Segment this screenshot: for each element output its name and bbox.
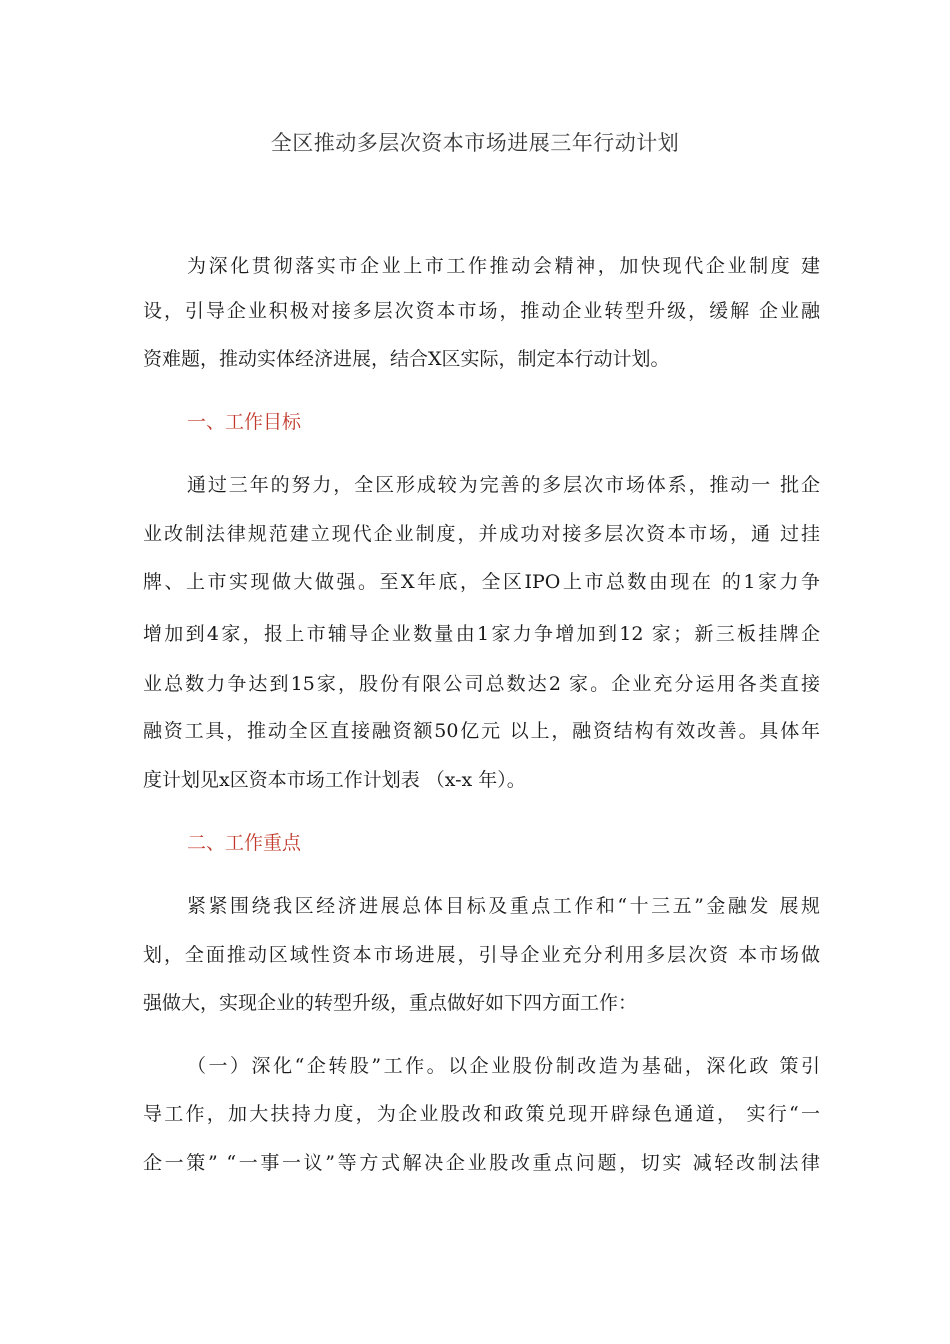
- subsection1-line-2: 导工作，加大扶持力度，为企业股改和政策兑现开辟绿色通道， 实行“一: [143, 1103, 820, 1125]
- section1-line-3: 牌、上市实现做大做强。至X年底，全区IPO上市总数由现在 的1家力争: [143, 571, 820, 593]
- intro-line-2: 设，引导企业积极对接多层次资本市场，推动企业转型升级，缓解 企业融: [143, 300, 820, 322]
- subsection1-line-3: 企一策” “一事一议”等方式解决企业股改重点问题，切实 减轻改制法律: [143, 1152, 820, 1174]
- intro-line-3: 资难题，推动实体经济进展，结合X区实际，制定本行动计划。: [143, 348, 670, 370]
- section1-line-7: 度计划见x区资本市场工作计划表 （x-x 年）。: [143, 769, 526, 791]
- subsection1-line-1: （一）深化“企转股”工作。以企业股份制改造为基础，深化政 策引: [187, 1055, 820, 1077]
- section2-line-3: 强做大，实现企业的转型升级，重点做好如下四方面工作：: [143, 992, 638, 1014]
- section1-heading: 一、工作目标: [187, 411, 302, 433]
- section2-line-2: 划，全面推动区域性资本市场进展，引导企业充分利用多层次资 本市场做: [143, 944, 820, 966]
- section1-line-2: 业改制法律规范建立现代企业制度，并成功对接多层次资本市场，通 过挂: [143, 523, 820, 545]
- section2-line-1: 紧紧围绕我区经济进展总体目标及重点工作和“十三五”金融发 展规: [187, 895, 820, 917]
- section1-line-5: 业总数力争达到15家，股份有限公司总数达2 家。企业充分运用各类直接: [143, 673, 820, 695]
- section1-line-1: 通过三年的努力，全区形成较为完善的多层次市场体系，推动一 批企: [187, 474, 820, 496]
- section2-heading: 二、工作重点: [187, 832, 302, 854]
- document-title: 全区推动多层次资本市场进展三年行动计划: [270, 131, 680, 155]
- intro-line-1: 为深化贯彻落实市企业上市工作推动会精神，加快现代企业制度 建: [187, 255, 820, 277]
- section1-line-4: 增加到4家，报上市辅导企业数量由1家力争增加到12 家；新三板挂牌企: [143, 623, 820, 645]
- section1-line-6: 融资工具，推动全区直接融资额50亿元 以上，融资结构有效改善。具体年: [143, 720, 820, 742]
